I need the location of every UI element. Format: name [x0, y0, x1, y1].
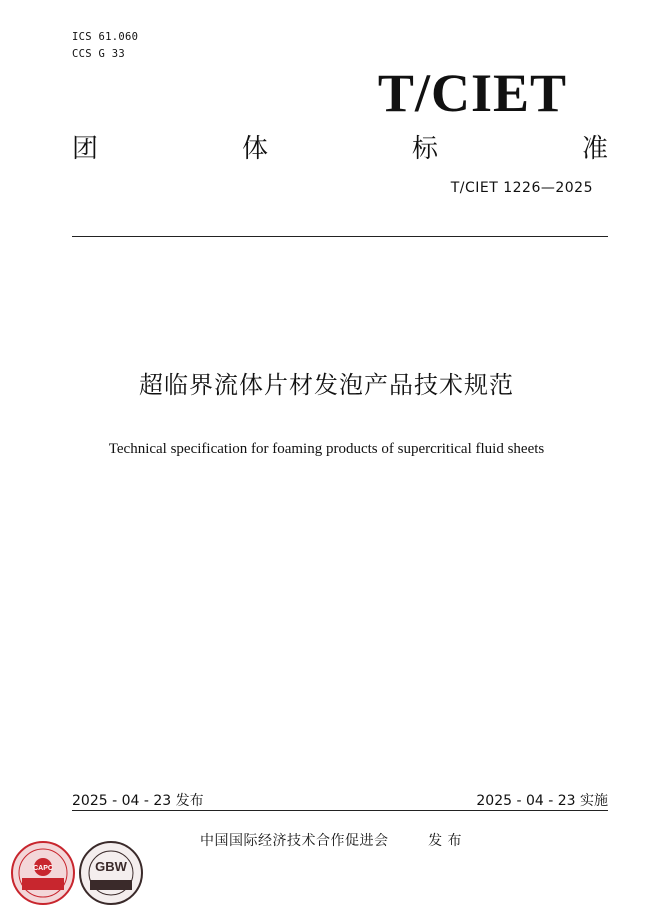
- svg-text:CAPC: CAPC: [33, 865, 53, 872]
- footer-divider: [72, 810, 608, 811]
- issue-date: 2025 - 04 - 23 发布: [72, 793, 204, 809]
- standard-number: T/CIET 1226—2025: [450, 180, 593, 196]
- standard-type-char: 体: [241, 134, 268, 164]
- gbw-seal-icon: [78, 840, 144, 910]
- capc-seal-icon: [10, 840, 76, 910]
- org-code-heading: T/CIET: [377, 63, 567, 123]
- standard-type-char: 团: [72, 134, 99, 164]
- standard-type-char: 准: [581, 134, 608, 164]
- svg-text:GBW: GBW: [95, 859, 127, 874]
- ccs-code: CCS G 33: [72, 48, 125, 60]
- ics-code: ICS 61.060: [72, 31, 139, 43]
- document-title-en: Technical specification for foaming products of supercritical fluid sheets: [108, 441, 545, 457]
- header-divider: [72, 236, 608, 237]
- standard-type-char: 标: [411, 134, 438, 164]
- document-title-zh: 超临界流体片材发泡产品技术规范: [139, 371, 514, 399]
- publisher-line: 中国国际经济技术合作促进会 发 布: [200, 833, 463, 849]
- implementation-date: 2025 - 04 - 23 实施: [476, 793, 608, 809]
- standard-type-heading: [72, 128, 608, 165]
